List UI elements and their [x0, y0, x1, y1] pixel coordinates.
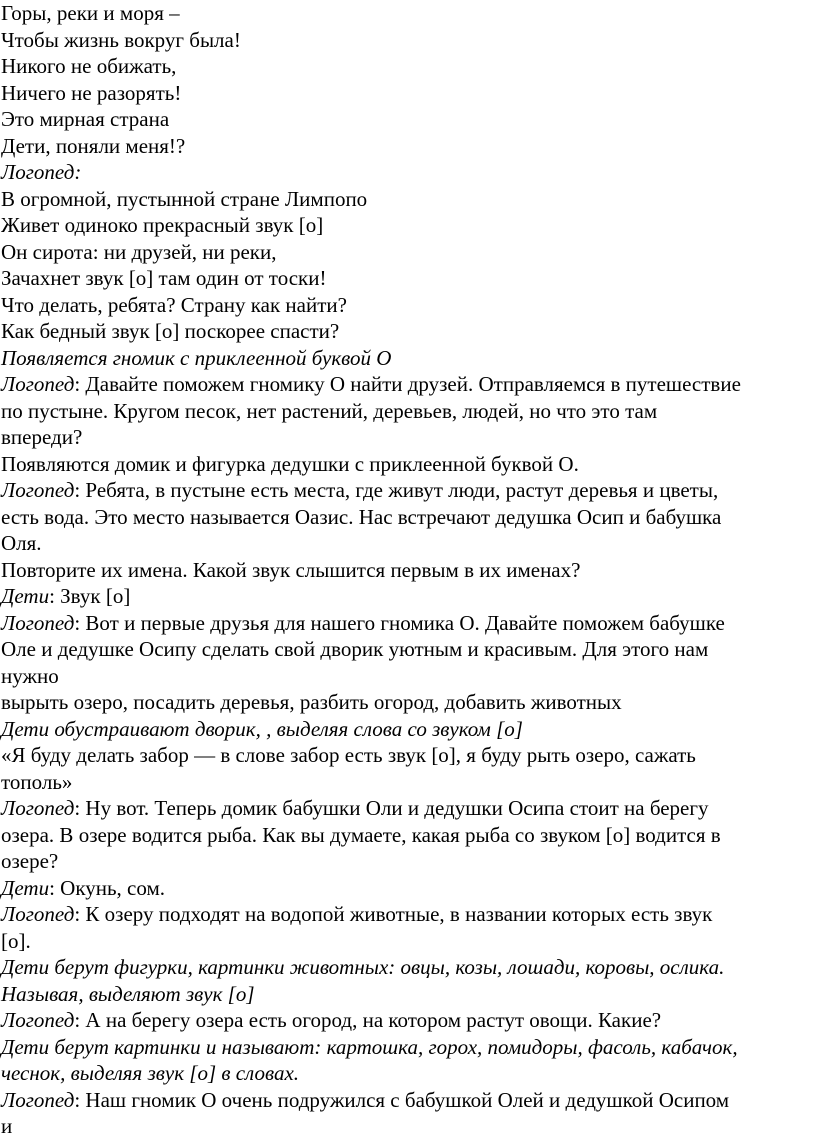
text-line	[1, 1087, 729, 1113]
line-text: Ничего не разорять!	[1, 80, 182, 105]
italic-text: Дети берут фигурки, картинки животных: овцы, козы, лошади, коровы, ослика.	[1, 955, 725, 979]
italic-text: Появляется гномик с приклеенной буквой О	[1, 345, 392, 370]
line-text: Живет одиноко прекрасный звук [о]	[1, 213, 324, 237]
line-text: и	[1, 1114, 13, 1138]
text-line	[1, 106, 169, 132]
line-text: вырыть озеро, посадить деревья, разбить огород, добавить животных	[1, 690, 622, 714]
line-text: : Звук [о]	[49, 584, 131, 608]
line-text: : Давайте поможем гномику О найти друзей. Отправляемся в путешествие	[74, 372, 741, 396]
text-line	[1, 318, 339, 344]
italic-text: чеснок, выделяя звук [о] в словах.	[1, 1061, 300, 1085]
text-line	[1, 769, 72, 795]
line-text: Оле и дедушке Осипу сделать свой дворик уютным и красивым. Для этого нам	[1, 637, 709, 661]
line-text: Дети, поняли меня!?	[1, 133, 186, 158]
speaker-label: Логопед	[1, 610, 75, 635]
text-line	[1, 27, 241, 53]
italic-text: Логопед:	[1, 160, 82, 184]
line-text: Появляются домик и фигурка дедушки с приклеенной буквой О.	[1, 451, 579, 476]
speaker-label: Логопед	[1, 478, 75, 502]
line-text: : Наш гномик О очень подружился с бабушкой Олей и дедушкой Осипом	[74, 1087, 730, 1112]
text-line	[1, 265, 326, 291]
text-line	[1, 610, 725, 636]
text-line	[1, 875, 165, 901]
line-text: Зачахнет звук [о] там один от тоски!	[1, 266, 327, 290]
line-text: Чтобы жизнь вокруг была!	[1, 27, 241, 52]
text-line	[1, 80, 181, 106]
speaker-label: Логопед	[1, 1008, 75, 1032]
line-text: : К озеру подходят на водопой животные, в названии которых есть звук	[74, 902, 713, 926]
line-text: Он сирота: ни друзей, ни реки,	[1, 239, 277, 264]
text-line	[1, 716, 523, 742]
text-line	[1, 636, 708, 662]
text-line	[1, 557, 580, 583]
line-text: В огромной, пустынной стране Лимпопо	[1, 186, 368, 211]
speaker-label: Дети	[1, 584, 50, 608]
speaker-label: Дети	[1, 875, 50, 900]
text-line	[1, 239, 277, 265]
line-text: : А на берегу озера есть огород, на котором растут овощи. Какие?	[74, 1008, 662, 1032]
text-line	[1, 1060, 299, 1086]
text-line	[1, 848, 58, 874]
line-text: озера. В озере водится рыба. Как вы думаете, какая рыба со звуком [о] водится в	[1, 822, 721, 847]
text-line	[1, 928, 31, 954]
text-line	[1, 159, 81, 185]
line-text: : Ну вот. Теперь домик бабушки Оли и дедушки Осипа стоит на берегу	[74, 796, 709, 820]
italic-text: Дети берут картинки и называют: картошка, горох, помидоры, фасоль, кабачок,	[1, 1034, 738, 1059]
text-line	[1, 1007, 661, 1033]
line-text: впереди?	[1, 425, 83, 449]
line-text: есть вода. Это место называется Оазис. Нас встречают дедушка Осип и бабушка	[1, 504, 722, 529]
text-line	[1, 954, 724, 980]
text-line	[1, 477, 718, 503]
text-line	[1, 742, 696, 768]
speaker-label: Логопед	[1, 796, 75, 820]
text-line	[1, 212, 323, 238]
text-line	[1, 504, 721, 530]
text-line	[1, 186, 367, 212]
text-line	[1, 0, 180, 26]
text-line	[1, 822, 721, 848]
text-line	[1, 133, 185, 159]
text-line	[1, 424, 82, 450]
italic-text: Дети обустраивают дворик, , выделяя слова со звуком [о]	[1, 716, 523, 741]
line-text: нужно	[1, 663, 59, 688]
text-line	[1, 53, 176, 79]
line-text: тополь»	[1, 769, 73, 794]
line-text: : Окунь, сом.	[49, 875, 166, 900]
line-text: : Вот и первые друзья для нашего гномика О. Давайте поможем бабушке	[74, 610, 725, 635]
line-text: [о].	[1, 928, 31, 953]
line-text: по пустыне. Кругом песок, нет растений, деревьев, людей, но что это там	[1, 398, 658, 423]
text-line	[1, 530, 42, 556]
text-line	[1, 583, 130, 609]
text-line	[1, 795, 708, 821]
line-text: Никого не обижать,	[1, 54, 177, 78]
text-line	[1, 451, 579, 477]
text-line	[1, 1113, 12, 1139]
speaker-label: Логопед	[1, 1087, 75, 1112]
italic-text: Называя, выделяют звук [о]	[1, 981, 255, 1006]
text-line	[1, 371, 741, 397]
line-text: Что делать, ребята? Страну как найти?	[1, 292, 347, 317]
text-line	[1, 345, 391, 371]
text-line	[1, 398, 657, 424]
line-text: озере?	[1, 849, 59, 873]
text-line	[1, 981, 255, 1007]
text-line	[1, 901, 712, 927]
text-line	[1, 292, 347, 318]
text-line	[1, 663, 59, 689]
line-text: Горы, реки и моря –	[1, 1, 180, 25]
speaker-label: Логопед	[1, 902, 75, 926]
line-text: Это мирная страна	[1, 107, 170, 131]
line-text: Оля.	[1, 531, 42, 555]
line-text: «Я буду делать забор — в слове забор есть звук [о], я буду рыть озеро, сажать	[1, 743, 696, 767]
line-text: : Ребята, в пустыне есть места, где живут люди, растут деревья и цветы,	[74, 478, 719, 502]
speaker-label: Логопед	[1, 372, 75, 396]
line-text: Как бедный звук [о] поскорее спасти?	[1, 319, 340, 343]
line-text: Повторите их имена. Какой звук слышится первым в их именах?	[1, 557, 581, 582]
text-line	[1, 1034, 738, 1060]
text-line	[1, 689, 622, 715]
